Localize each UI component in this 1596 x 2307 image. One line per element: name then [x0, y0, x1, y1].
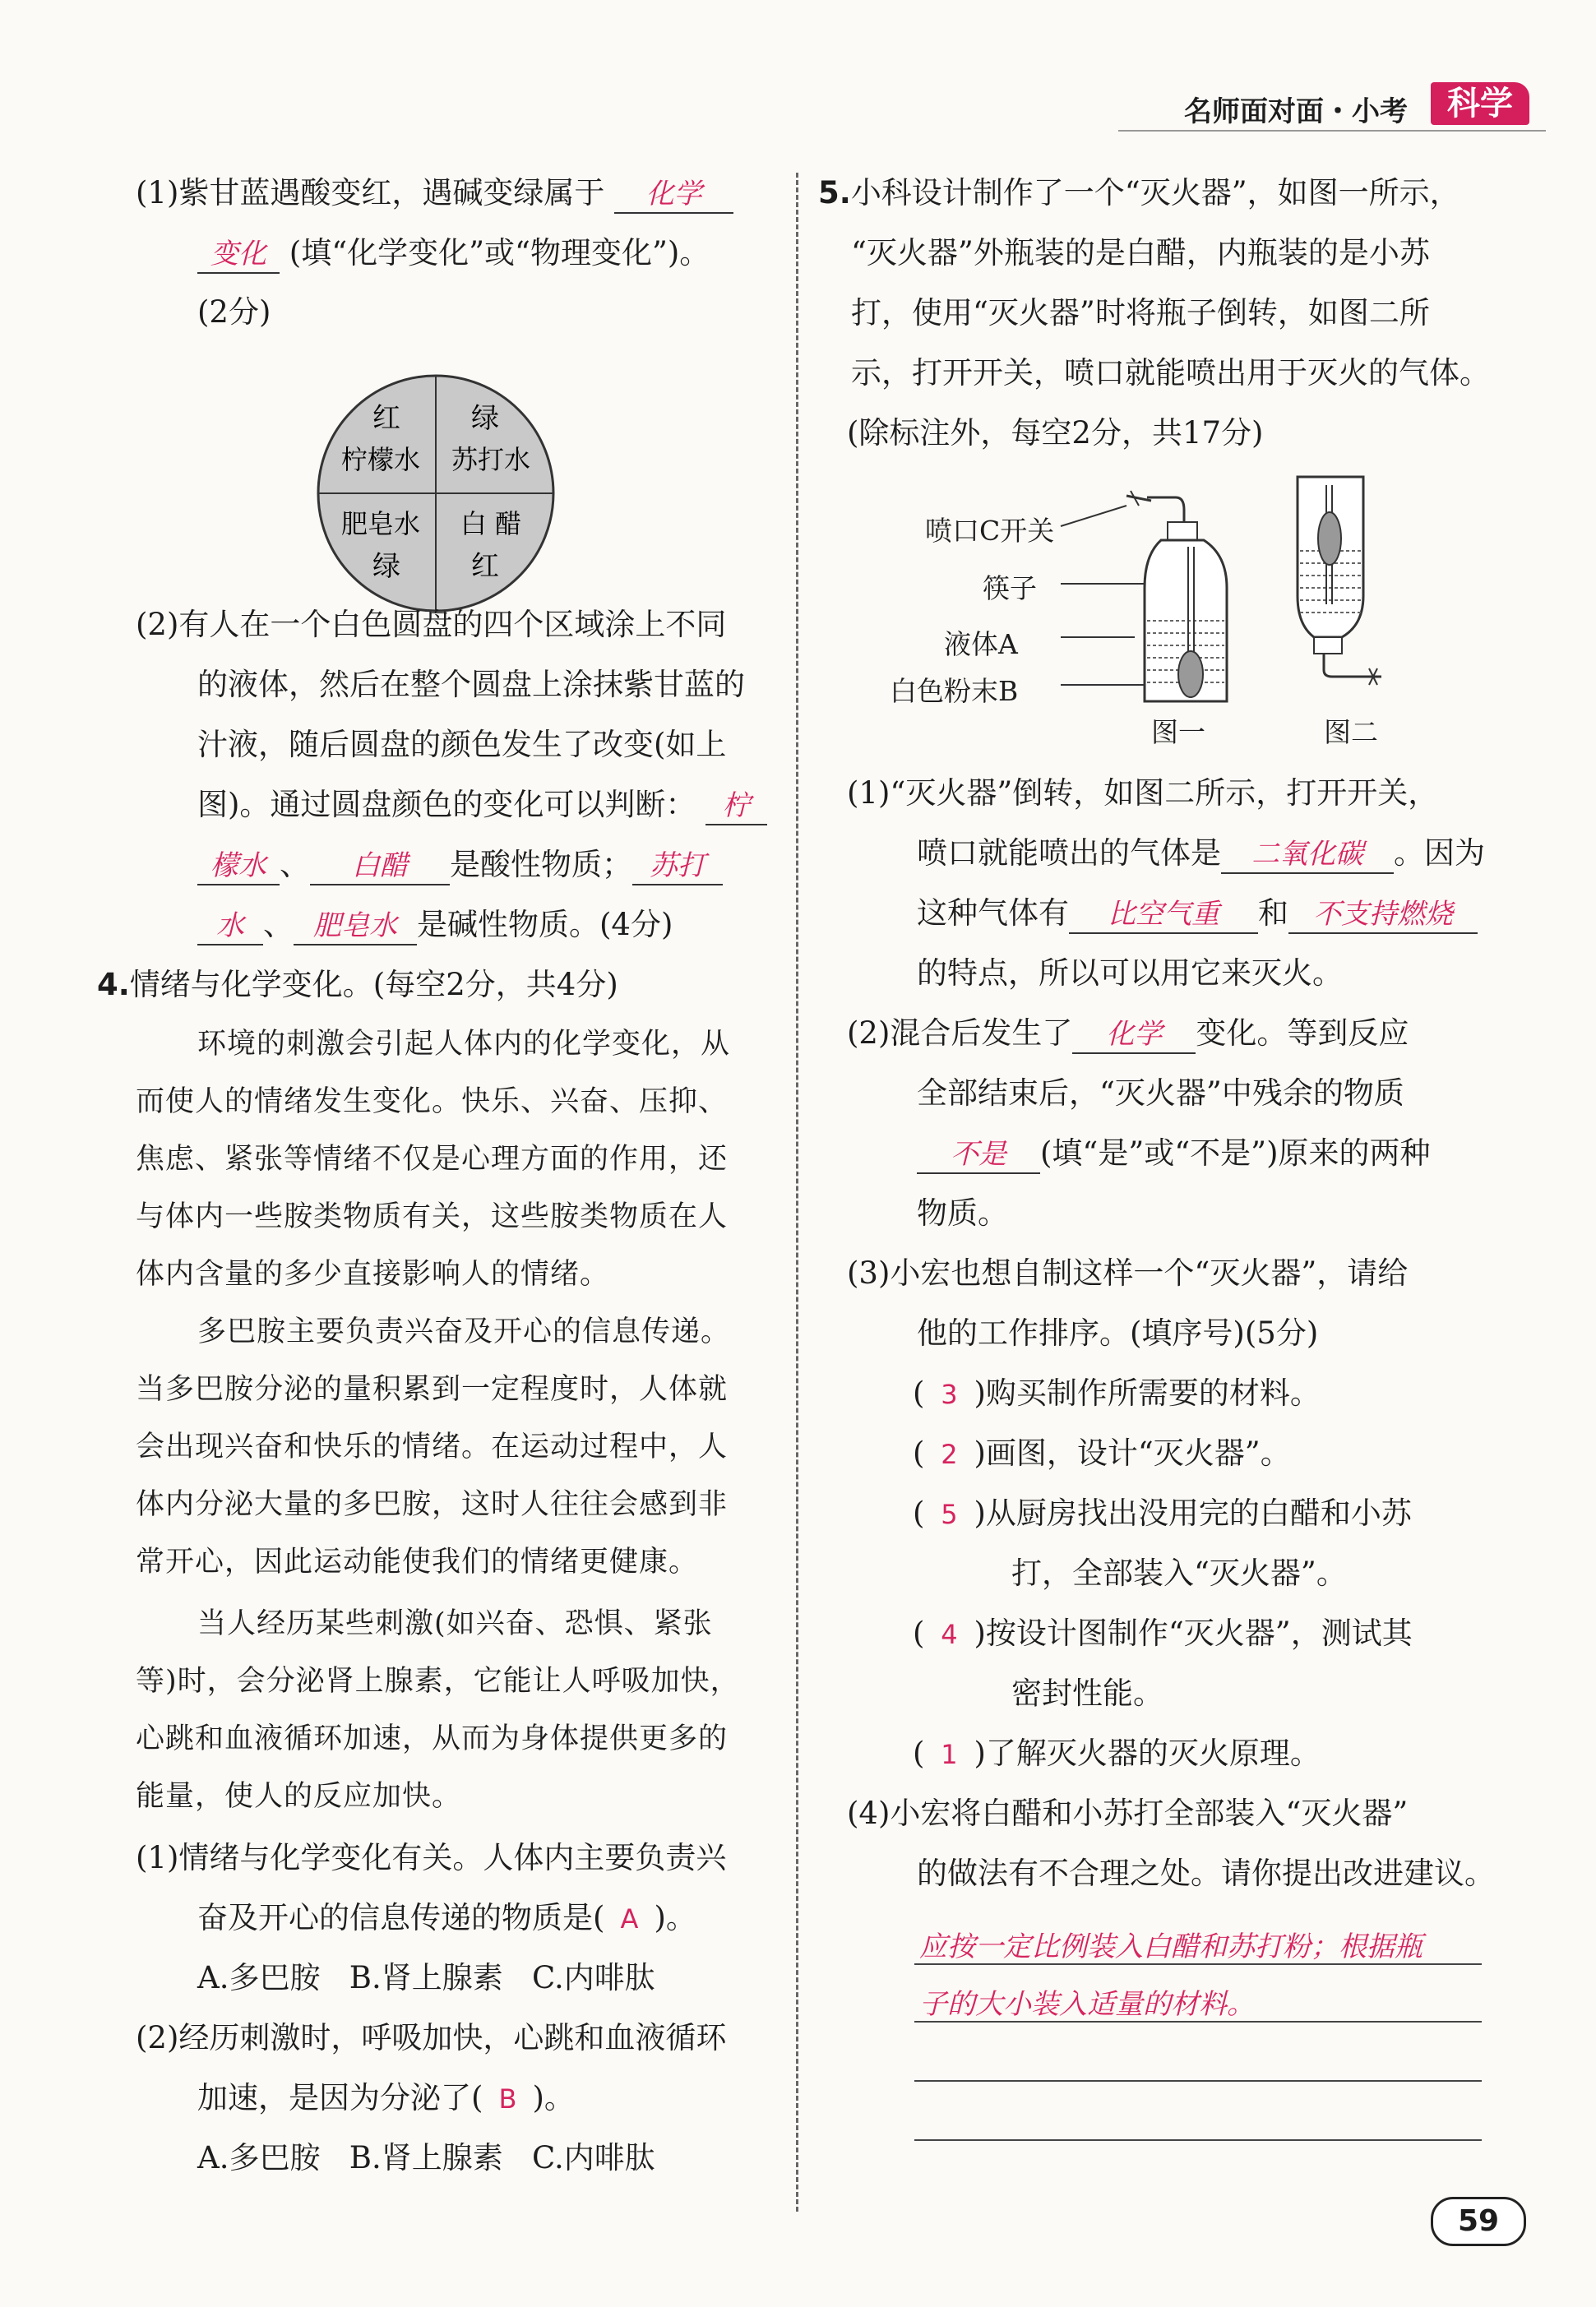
column-divider [796, 173, 798, 2212]
q4-2-line2: 加速，是因为分泌了( B )。 [197, 2078, 575, 2120]
passage-line-14: 能量，使人的反应加快。 [136, 1780, 462, 1813]
page-number: 59 [1457, 2204, 1500, 2238]
passage-line-7: 当多巴胺分泌的量积累到一定程度时，人体就 [136, 1373, 729, 1406]
q3-1-score: (2分) [197, 294, 271, 330]
step-4-cont: 密封性能。 [1011, 1676, 1163, 1711]
passage-line-6: 多巴胺主要负责兴奋及开心的信息传递。 [197, 1315, 731, 1348]
answer-q4-2: B [498, 2083, 517, 2115]
q3-1-line1: (1)紫甘蓝遇酸变红，遇碱变绿属于 化学 [136, 173, 733, 214]
q5-4-line2: 的做法有不合理之处。请你提出改进建议。 [917, 1856, 1495, 1891]
q5-1-line1: (1)“灭火器”倒转，如图二所示，打开开关， [847, 775, 1439, 811]
q3-2-line6: 水 、 肥皂水 是碱性物质。(4分) [197, 904, 673, 945]
caption-figure-one: 图一 [1151, 716, 1205, 748]
q5-3-line2: 他的工作排序。(填序号)(5分) [917, 1315, 1319, 1351]
answer-q5-1-prop1: 比空气重 [1069, 896, 1258, 934]
step-4: ( 4 )按设计图制作“灭火器”，测试其 [913, 1613, 1413, 1655]
q4-2-line1: (2)经历刺激时，呼吸加快，心跳和血液循环 [136, 2020, 727, 2055]
q5-3-line1: (3)小宏也想自制这样一个“灭火器”，请给 [847, 1255, 1409, 1291]
answer-rule-2 [914, 2021, 1482, 2023]
q3-2-line5: 檬水 、 白醋 是酸性物质； 苏打 [197, 844, 723, 885]
step-3-order: 5 [941, 1499, 958, 1530]
q3-2-line3: 汁液，随后圆盘的颜色发生了改变(如上 [197, 727, 727, 762]
answer-q3-2b: 白醋 [310, 848, 450, 885]
passage-line-11: 当人经历某些刺激(如兴奋、恐惧、紧张 [197, 1607, 713, 1640]
passage-line-12: 等)时，会分泌肾上腺素，它能让人呼吸加快， [136, 1665, 740, 1698]
header-subject: 科学 [1447, 85, 1513, 123]
passage-line-4: 与体内一些胺类物质有关，这些胺类物质在人 [136, 1200, 729, 1233]
disc-top-right-liquid: 苏打水 [451, 444, 531, 475]
q5-4-line1: (4)小宏将白醋和小苏打全部装入“灭火器” [847, 1796, 1409, 1831]
q5-1-line4: 的特点，所以可以用它来灭火。 [917, 955, 1343, 991]
q4-1-line2: 奋及开心的信息传递的物质是( A )。 [197, 1898, 696, 1939]
answer-rule-4 [914, 2139, 1482, 2141]
q5-line3: 打，使用“灭火器”时将瓶子倒转，如图二所 [851, 295, 1430, 331]
answer-q5-4-line1: 应按一定比例装入白醋和苏打粉；根据瓶 [919, 1930, 1423, 1963]
passage-line-9: 体内分泌大量的多巴胺，这时人往往会感到非 [136, 1488, 729, 1521]
q4-2-options: A.多巴胺 B.肾上腺素 C.内啡肽 [197, 2140, 655, 2175]
q3-2-line1: (2)有人在一个白色圆盘的四个区域涂上不同 [136, 607, 727, 642]
page-number-badge [1431, 2197, 1526, 2246]
label-chopsticks: 筷子 [983, 572, 1037, 604]
step-1: ( 3 )购买制作所需要的材料。 [913, 1373, 1321, 1415]
answer-q3-2c-start: 苏打 [632, 848, 723, 885]
answer-q4-1: A [620, 1903, 639, 1935]
step-5: ( 1 )了解灭火器的灭火原理。 [913, 1733, 1321, 1775]
answer-q5-2-change: 化学 [1072, 1016, 1196, 1054]
step-5-order: 1 [941, 1739, 958, 1770]
passage-line-10: 常开心，因此运动能使我们的情绪更健康。 [136, 1546, 699, 1579]
answer-q3-2a-start: 柠 [705, 788, 767, 825]
step-4-order: 4 [941, 1619, 958, 1650]
q5-line5: (除标注外，每空2分，共17分) [847, 415, 1264, 451]
answer-q3-1a: 化学 [614, 176, 733, 214]
extinguisher-figure [1052, 473, 1431, 719]
disc-bottom-left-color: 绿 [372, 550, 400, 583]
header-brand: 名师面对面・小考 [1184, 95, 1408, 128]
passage-line-5: 体内含量的多少直接影响人的情绪。 [136, 1258, 610, 1291]
step-1-order: 3 [941, 1379, 958, 1410]
q4-title: 4.情绪与化学变化。(每空2分，共4分) [97, 967, 618, 1002]
disc-top-left-liquid: 柠檬水 [340, 444, 421, 475]
passage-line-1: 环境的刺激会引起人体内的化学变化，从 [197, 1028, 731, 1061]
q3-2-line4: 图)。通过圆盘颜色的变化可以判断： 柠 [197, 784, 767, 825]
q4-1-options: A.多巴胺 B.肾上腺素 C.内啡肽 [197, 1960, 655, 1995]
q5-1-line3: 这种气体有 比空气重 和 不支持燃烧 [917, 893, 1478, 934]
answer-rule-1 [914, 1963, 1482, 1965]
q5-line1: 5.小科设计制作了一个“灭火器”，如图一所示， [818, 175, 1460, 210]
disc-top-left-color: 红 [372, 402, 400, 435]
q5-line4: 示，打开开关，喷口就能喷出用于灭火的气体。 [851, 355, 1490, 391]
header-rule [1118, 130, 1546, 132]
answer-q5-2-isnot: 不是 [917, 1136, 1040, 1174]
disc-top-right-color: 绿 [471, 402, 499, 435]
step-2: ( 2 )画图，设计“灭火器”。 [913, 1433, 1291, 1475]
answer-q3-2d: 肥皂水 [294, 908, 417, 945]
q5-line2: “灭火器”外瓶装的是白醋，内瓶装的是小苏 [851, 235, 1430, 270]
q3-1-line2: 变化 (填“化学变化”或“物理变化”)。 [197, 233, 710, 274]
passage-line-2: 而使人的情绪发生变化。快乐、兴奋、压抑、 [136, 1085, 729, 1118]
step-3: ( 5 )从厨房找出没用完的白醋和小苏 [913, 1493, 1412, 1535]
answer-q5-4-line2: 子的大小装入适量的材料。 [919, 1988, 1255, 2021]
passage-line-3: 焦虑、紧张等情绪不仅是心理方面的作用，还 [136, 1143, 729, 1176]
answer-q3-2a-rest: 檬水 [197, 848, 280, 885]
disc-bottom-right-liquid: 白 醋 [460, 508, 522, 539]
passage-line-13: 心跳和血液循环加速，从而为身体提供更多的 [136, 1722, 729, 1755]
step-3-cont: 打，全部装入“灭火器”。 [1011, 1556, 1347, 1591]
label-nozzle: 喷口C开关 [925, 515, 1055, 547]
label-powder: 白色粉末B [890, 675, 1019, 707]
caption-figure-two: 图二 [1324, 716, 1378, 748]
q5-2-line1: (2)混合后发生了 化学 变化。等到反应 [847, 1013, 1409, 1054]
disc-bottom-left-liquid: 肥皂水 [340, 508, 421, 539]
label-liquid: 液体A [944, 628, 1018, 660]
header [1184, 82, 1562, 132]
q3-2-line2: 的液体，然后在整个圆盘上涂抹紫甘蓝的 [197, 667, 745, 702]
q5-1-line2: 喷口就能喷出的气体是 二氧化碳 。因为 [917, 833, 1485, 874]
bottle-upright [1126, 491, 1227, 701]
answer-q3-2c-rest: 水 [197, 908, 263, 945]
q5-2-line2: 全部结束后，“灭火器”中残余的物质 [917, 1075, 1404, 1111]
answer-q5-1-gas: 二氧化碳 [1221, 836, 1394, 874]
step-2-order: 2 [941, 1439, 958, 1470]
answer-q5-1-prop2: 不支持燃烧 [1288, 896, 1478, 934]
bottle-inverted [1298, 477, 1381, 685]
disc-bottom-right-color: 红 [471, 550, 499, 583]
q5-2-line3: 不是 (填“是”或“不是”)原来的两种 [917, 1133, 1431, 1174]
q5-2-line4: 物质。 [917, 1195, 1008, 1231]
passage-line-8: 会出现兴奋和快乐的情绪。在运动过程中，人 [136, 1431, 729, 1463]
answer-rule-3 [914, 2080, 1482, 2082]
color-disc-figure [312, 370, 559, 617]
answer-q3-1b: 变化 [197, 236, 280, 274]
header-subject-badge [1431, 82, 1529, 125]
q4-1-line1: (1)情绪与化学变化有关。人体内主要负责兴 [136, 1840, 727, 1875]
